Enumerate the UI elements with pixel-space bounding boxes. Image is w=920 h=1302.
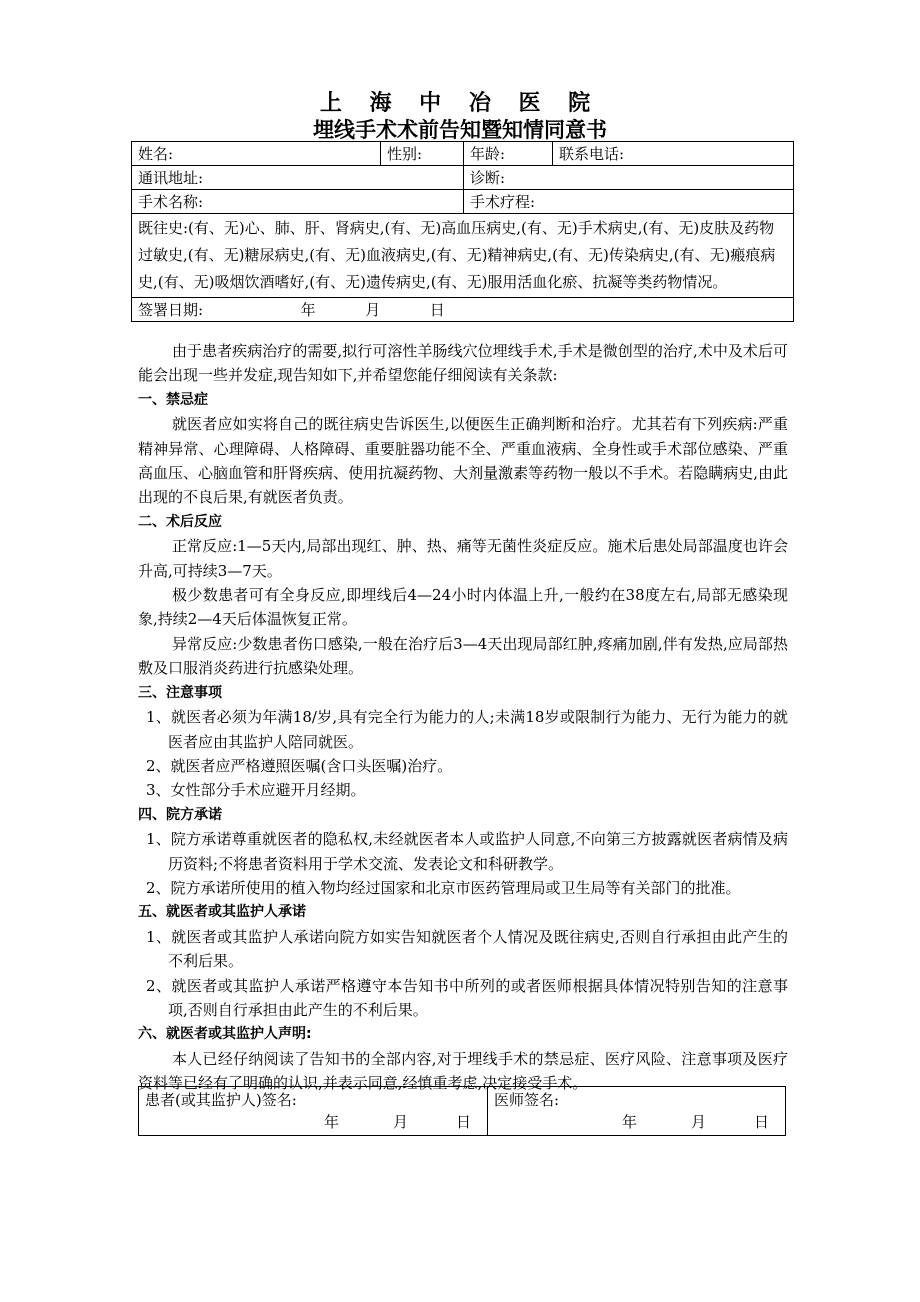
info-row-1 [132,142,794,166]
doctor-signature-cell[interactable] [488,1087,786,1136]
info-row-3 [132,190,794,214]
name-field[interactable]: 姓名: [132,142,381,166]
sign-month: 月 [365,301,381,319]
signature-row [139,1087,786,1136]
section-heading-reactions: 二、术后反应 [138,513,222,530]
consent-body [138,339,788,1096]
medical-history: 既往史:(有、无)心、肺、肝、肾病史,(有、无)高血压病史,(有、无)手术病史,(有、无)皮肤及药物过敏史,(有、无)糖尿病史,(有、无)血液病史,(有、无)精神病史,(有、无)传染病史,(有、无)瘢痕病史,(有、无)吸烟饮酒嗜好,(有、无)遗传病史,(有、无)服用活血化瘀、抗凝等类药物情况。 [132,214,794,298]
normal-reaction-paragraph: 正常反应:1—5天内,局部出现红、肿、热、痛等无菌性炎症反应。施术后患处局部温度也许会升高,可持续3—7天。 [138,537,788,580]
hospital-commitment-item: 1、院方承诺尊重就医者的隐私权,未经就医者本人或监护人同意,不向第三方披露就医者病情及病历资料;不将患者资料用于学术交流、发表论文和科研教学。 [146,830,788,873]
phone-field[interactable]: 联系电话: [553,142,794,166]
course-field[interactable]: 手术疗程: [464,190,794,214]
precaution-item: 1、就医者必须为年满18/岁,具有完全行为能力的人;未满18岁或限制行为能力、无行为能力的就医者应由其监护人陪同就医。 [146,708,788,751]
precaution-item: 3、女性部分手术应避开月经期。 [146,781,366,800]
doctor-sign-year: 年 [621,1113,637,1131]
info-row-2 [132,166,794,190]
info-row-5 [132,298,794,322]
section-heading-hospital-commitment: 四、院方承诺 [138,806,222,823]
doctor-sign-day: 日 [753,1113,769,1131]
gender-field[interactable]: 性别: [381,142,464,166]
hospital-commitment-item: 2、院方承诺所使用的植入物均经过国家和北京市医药管理局或卫生局等有关部门的批准。 [146,878,741,897]
patient-commitment-item: 2、就医者或其监护人承诺严格遵守本告知书中所列的或者医师根据具体情况特别告知的注意事项,否则自行承担由此产生的不利后果。 [146,976,788,1019]
patient-sign-year: 年 [323,1113,339,1131]
sign-year: 年 [300,301,316,319]
declaration-paragraph: 本人已经仔纳阅读了告知书的全部内容,对于埋线手术的禁忌症、医疗风险、注意事项及医疗资料等已经有了明确的认识,并表示同意,经慎重考虑,决定接受手术。 [138,1049,788,1093]
patient-sign-day: 日 [455,1113,471,1131]
patient-signature-label: 患者(或其监护人)签名: [145,1091,297,1109]
patient-commitment-item: 1、就医者或其监护人承诺向院方如实告知就医者个人情况及既往病史,否则自行承担由此产生的不利后果。 [146,927,788,971]
patient-signature-cell[interactable] [139,1087,488,1136]
doctor-sign-date [494,1111,779,1132]
intro-paragraph: 由于患者疾病治疗的需要,拟行可溶性羊肠线穴位埋线手术,手术是微创型的治疗,术中及术后可能会出现一些并发症,现告知如下,并希望您能仔细阅读有关条款: [138,342,788,385]
systemic-reaction-paragraph: 极少数患者可有全身反应,即埋线后4—24小时内体温上升,一般约在38度左右,局部无感染现象,持续2—4天后体温恢复正常。 [138,586,788,629]
patient-sign-date [145,1111,481,1132]
sign-date-field[interactable] [132,298,794,322]
info-row-4 [132,214,794,298]
diagnosis-field[interactable]: 诊断: [464,166,794,190]
patient-sign-month: 月 [392,1113,408,1131]
address-field[interactable]: 通讯地址: [132,166,464,190]
hospital-name: 上 海 中 冶 医 院 [319,90,601,116]
sign-date-label: 签署日期: [138,301,204,319]
age-field[interactable]: 年龄: [464,142,553,166]
doctor-signature-label: 医师签名: [494,1091,560,1109]
abnormal-reaction-paragraph: 异常反应:少数患者伤口感染,一般在治疗后3—4天出现局部红肿,疼痛加剧,伴有发热,应局部热敷及口服消炎药进行抗感染处理。 [138,634,788,678]
document-title: 埋线手术术前告知暨知情同意书 [313,117,607,142]
sign-day: 日 [429,301,445,319]
section-heading-patient-commitment: 五、就医者或其监护人承诺 [138,904,306,921]
section-heading-declaration: 六、就医者或其监护人声明: [138,1026,312,1043]
section-heading-contraindications: 一、禁忌症 [138,391,208,408]
section-heading-precautions: 三、注意事项 [138,684,222,701]
contraindications-paragraph: 就医者应如实将自己的既往病史告诉医生,以便医生正确判断和治疗。尤其若有下列疾病:严重精神异常、心理障碍、人格障碍、重要脏器功能不全、严重血液病、全身性或手术部位感染、严重高血压、心脑血管和肝肾疾病、使用抗凝药物、大剂量激素等药物一般以不手术。若隐瞒病史,由此出现的不良后果,有就医者负责。 [138,415,788,507]
precaution-item: 2、就医者应严格遵照医嘱(含口头医嘱)治疗。 [146,756,453,775]
doctor-sign-month: 月 [690,1113,706,1131]
patient-info-table [131,141,794,322]
signature-table [138,1086,786,1136]
surgery-name-field[interactable]: 手术名称: [132,190,464,214]
